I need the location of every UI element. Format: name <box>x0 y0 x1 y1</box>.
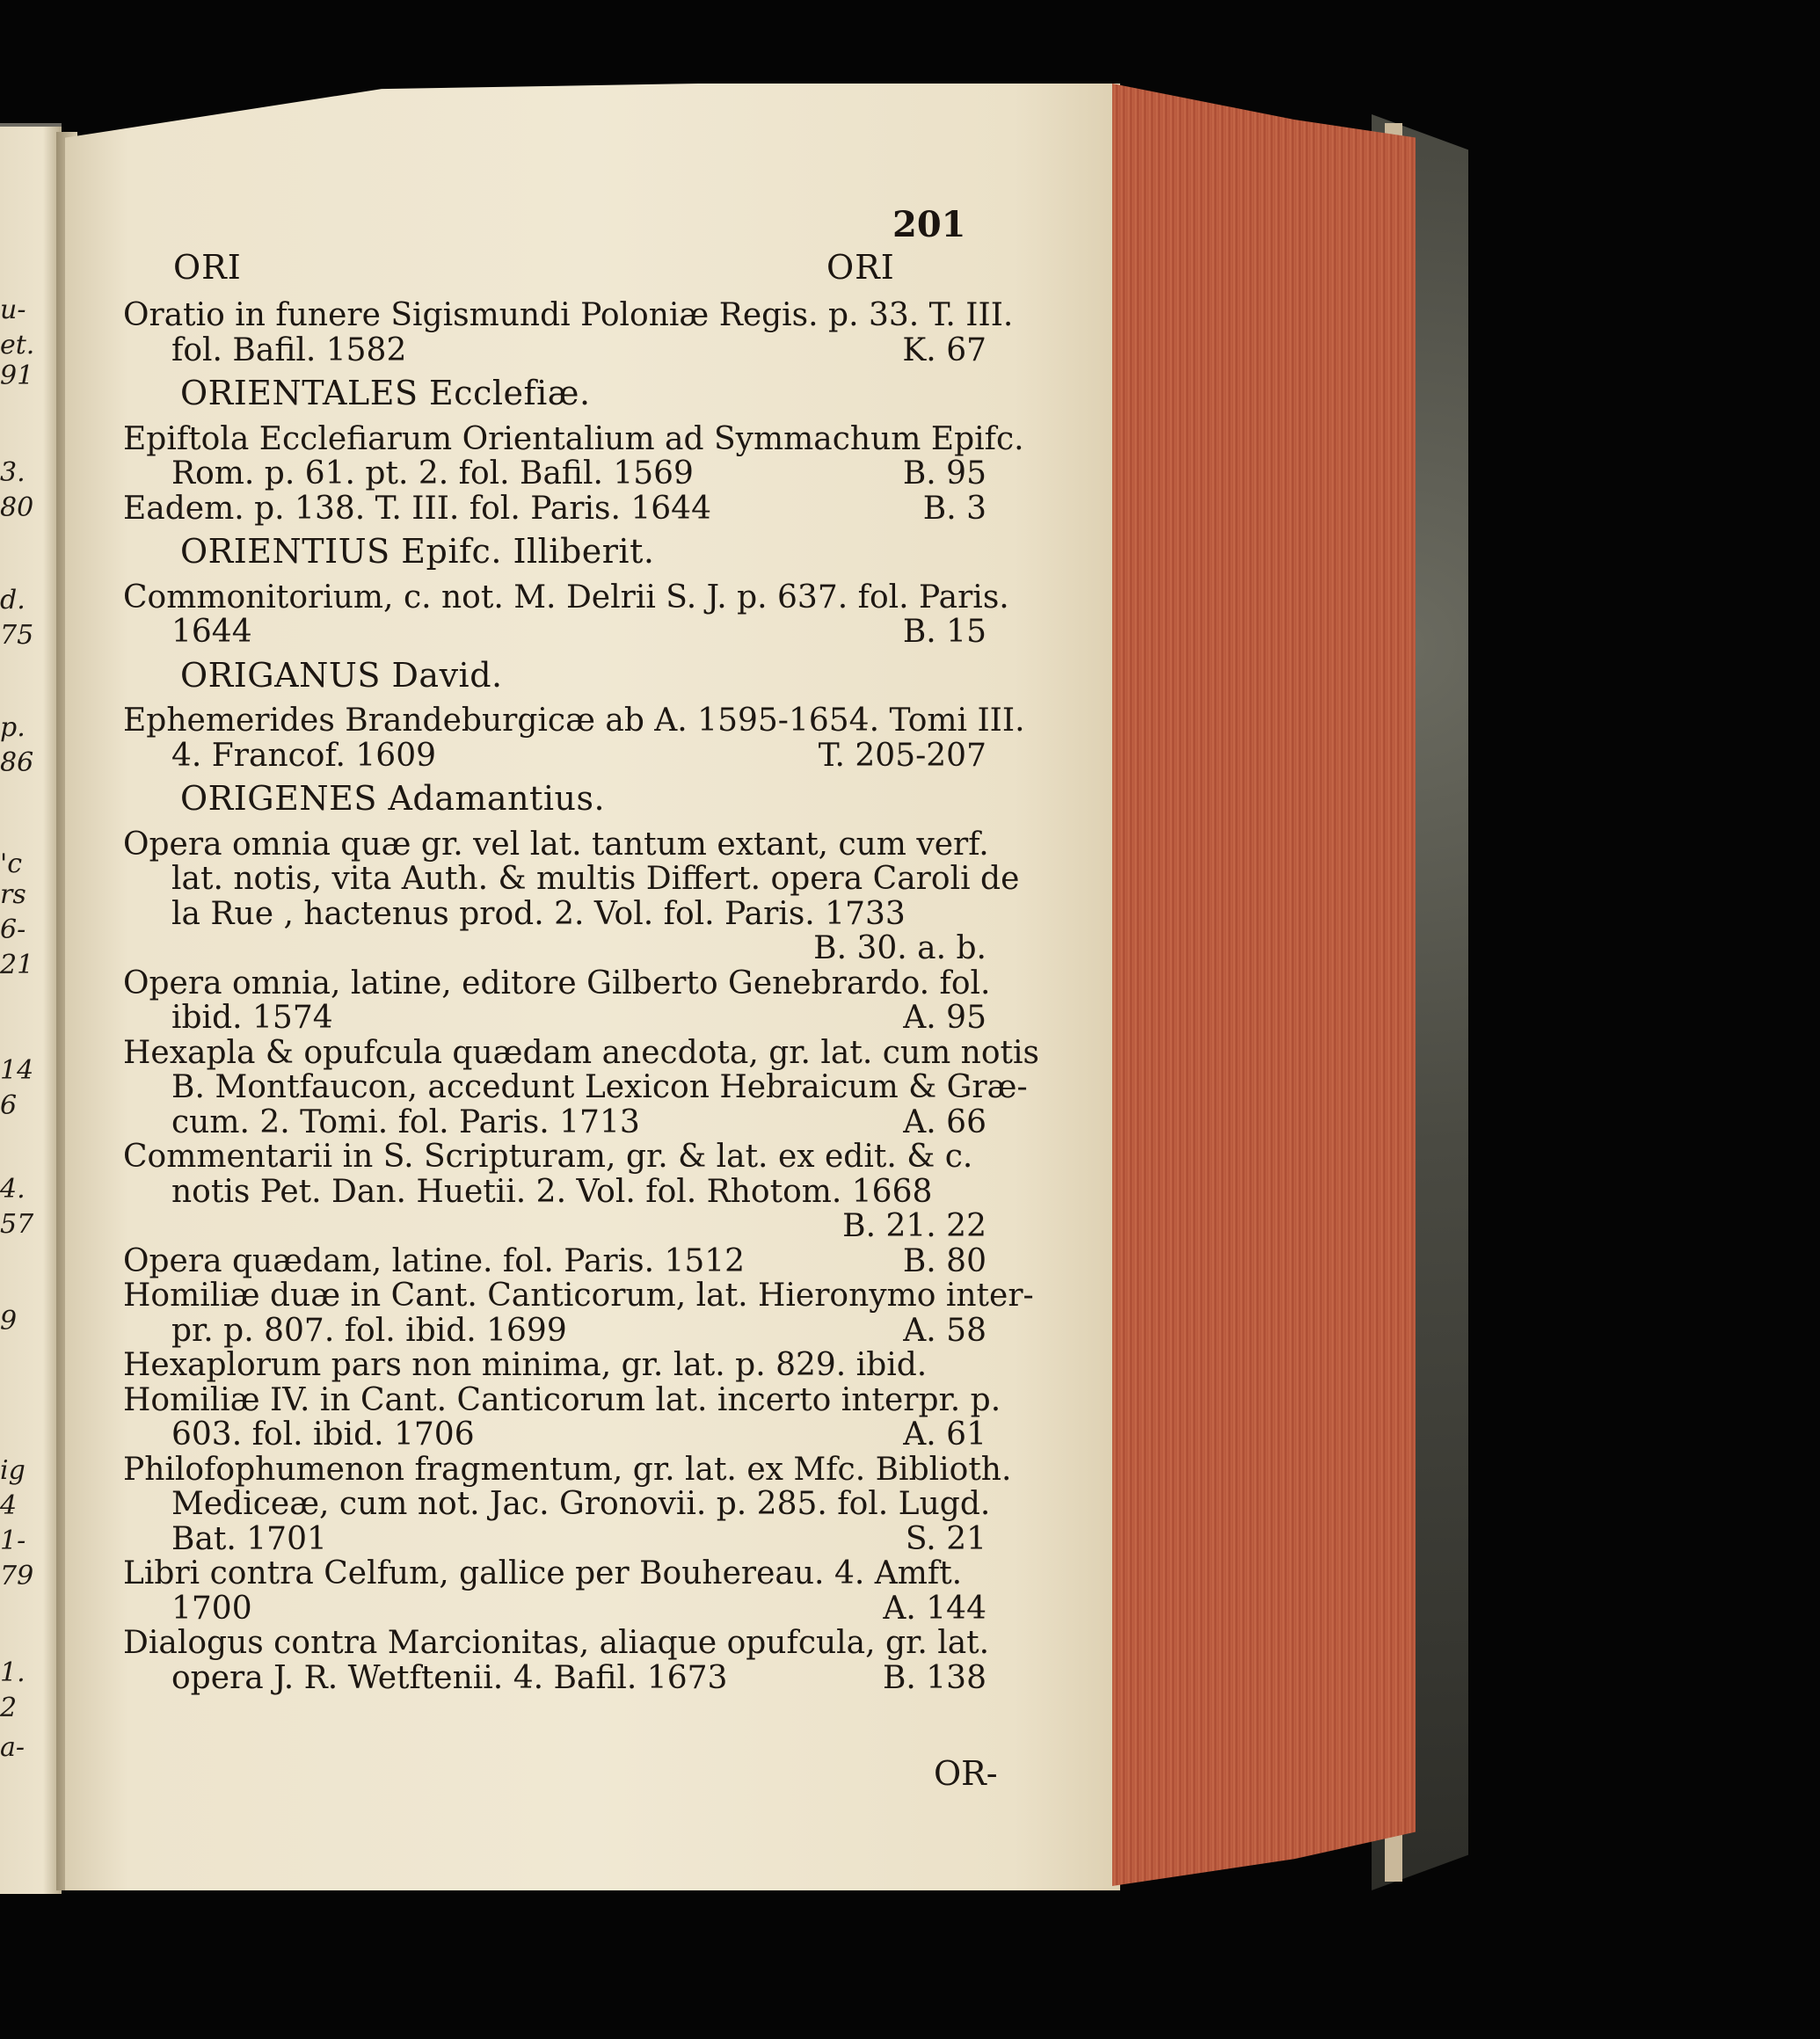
left-margin-fragment: 14 <box>0 1055 34 1086</box>
left-margin-fragment: 79 <box>0 1561 34 1591</box>
entry-line: Opera omnia quæ gr. vel lat. tantum extant, cum verf. <box>123 826 989 863</box>
entry-line: pr. p. 807. fol. ibid. 1699 <box>171 1312 567 1349</box>
shelf-mark: A. 95 <box>903 1000 986 1036</box>
page-number: 201 <box>892 204 966 245</box>
left-margin-fragment: 91 <box>0 360 34 391</box>
left-margin-fragment: 57 <box>0 1209 34 1240</box>
left-margin-fragment: 'c <box>0 848 23 879</box>
entry-line: Rom. p. 61. pt. 2. fol. Bafil. 1569 <box>171 455 694 492</box>
left-margin-fragment: p. <box>0 712 25 743</box>
left-margin-fragment: 4 <box>0 1490 18 1521</box>
left-margin-fragment: et. <box>0 330 35 360</box>
entry-line: Homiliæ IV. in Cant. Canticorum lat. incerto interpr. p. <box>123 1381 1001 1418</box>
entry-line: B. Montfaucon, accedunt Lexicon Hebraicum & Græ- <box>171 1069 1028 1105</box>
left-margin-fragment: 9 <box>0 1306 18 1336</box>
left-margin-fragment: 1. <box>0 1657 25 1688</box>
entry-line: Epiftola Ecclefiarum Orientalium ad Symmachum Epifc. <box>123 420 1024 457</box>
entry-line: Opera quædam, latine. fol. Paris. 1512 <box>123 1242 746 1279</box>
left-margin-fragment: d. <box>0 585 25 615</box>
entry-line: 4. Francof. 1609 <box>171 737 437 774</box>
left-margin-fragment: 80 <box>0 492 34 523</box>
shelf-mark: B. 3 <box>922 490 986 527</box>
shelf-mark: K. 67 <box>902 331 986 368</box>
shelf-mark: A. 66 <box>903 1103 986 1140</box>
entry-line: Hexaplorum pars non minima, gr. lat. p. 829. ibid. <box>123 1347 928 1383</box>
entry-line: Bat. 1701 <box>171 1520 327 1557</box>
entry-line: Dialogus contra Marcionitas, aliaque opufcula, gr. lat. <box>123 1625 990 1661</box>
left-margin-fragment: 3. <box>0 457 25 488</box>
left-margin-fragment: 1- <box>0 1526 26 1556</box>
entry-line: la Rue , hactenus prod. 2. Vol. fol. Paris. 1733 <box>171 895 906 932</box>
left-margin-fragment: 75 <box>0 620 34 651</box>
entry-line: Ephemerides Brandeburgicæ ab A. 1595-1654. Tomi III. <box>123 703 1025 739</box>
entry-line: 603. fol. ibid. 1706 <box>171 1416 475 1453</box>
entry-line: cum. 2. Tomi. fol. Paris. 1713 <box>171 1103 640 1140</box>
catchword: OR- <box>934 1754 998 1793</box>
running-head-left: ORI <box>173 248 242 287</box>
shelf-mark: B. 95 <box>902 455 986 492</box>
entry-line: Libri contra Celfum, gallice per Bouhereau. 4. Amft. <box>123 1555 963 1591</box>
entry-line: Hexapla & opufcula quædam anecdota, gr. lat. cum notis <box>123 1034 1039 1071</box>
shelf-mark: B. 21. 22 <box>842 1208 986 1244</box>
entry-line: Mediceæ, cum not. Jac. Gronovii. p. 285. fol. Lugd. <box>171 1486 991 1522</box>
section-heading: ORIENTIUS Epifc. Illiberit. <box>180 532 655 571</box>
left-margin-fragment: 4. <box>0 1174 25 1205</box>
entry-line: Oratio in funere Sigismundi Poloniæ Regis. p. 33. T. III. <box>123 297 1014 333</box>
shelf-mark: T. 205-207 <box>818 737 986 774</box>
entry-line: Philofophumenon fragmentum, gr. lat. ex Mfc. Biblioth. <box>123 1451 1012 1488</box>
entry-line: Eadem. p. 138. T. III. fol. Paris. 1644 <box>123 490 711 527</box>
left-margin-fragment: 86 <box>0 747 34 778</box>
section-heading: ORIGANUS David. <box>180 655 503 695</box>
running-head-right: ORI <box>826 248 895 287</box>
entry-line: 1644 <box>171 614 252 650</box>
left-margin-fragment: u- <box>0 295 26 325</box>
section-heading: ORIENTALES Ecclefiæ. <box>180 374 591 412</box>
shelf-mark: B. 80 <box>902 1242 986 1279</box>
shelf-mark: A. 61 <box>903 1416 986 1453</box>
shelf-mark: B. 138 <box>882 1659 986 1696</box>
left-margin-fragment: 6 <box>0 1090 18 1121</box>
shelf-mark: A. 58 <box>903 1312 986 1349</box>
entry-line: fol. Bafil. 1582 <box>171 331 407 368</box>
section-heading: ORIGENES Adamantius. <box>180 779 606 818</box>
left-margin-fragment: 2 <box>0 1693 18 1723</box>
left-margin-fragment: 6- <box>0 914 26 945</box>
entry-line: opera J. R. Wetftenii. 4. Bafil. 1673 <box>171 1659 728 1696</box>
shelf-mark: B. 30. a. b. <box>813 930 986 966</box>
shelf-mark: B. 15 <box>902 614 986 650</box>
entry-line: Commonitorium, c. not. M. Delrii S. J. p. 637. fol. Paris. <box>123 579 1009 615</box>
left-margin-fragment: 21 <box>0 950 34 980</box>
entry-line: Homiliæ duæ in Cant. Canticorum, lat. Hieronymo inter- <box>123 1278 1034 1314</box>
shelf-mark: A. 144 <box>883 1590 986 1627</box>
left-margin-fragment: a- <box>0 1732 25 1763</box>
left-margin-fragment: ig <box>0 1455 25 1486</box>
left-margin-fragment: rs <box>0 879 26 910</box>
entry-line: Opera omnia, latine, editore Gilberto Genebrardo. fol. <box>123 965 991 1001</box>
entry-line: Commentarii in S. Scripturam, gr. & lat. ex edit. & c. <box>123 1139 973 1175</box>
entry-line: 1700 <box>171 1590 252 1627</box>
page-fore-edge <box>1112 84 1416 1886</box>
shelf-mark: S. 21 <box>905 1520 986 1557</box>
entry-line: notis Pet. Dan. Huetii. 2. Vol. fol. Rhotom. 1668 <box>171 1173 933 1210</box>
entry-line: ibid. 1574 <box>171 1000 333 1036</box>
entry-line: lat. notis, vita Auth. & multis Differt. opera Caroli de <box>171 861 1020 897</box>
